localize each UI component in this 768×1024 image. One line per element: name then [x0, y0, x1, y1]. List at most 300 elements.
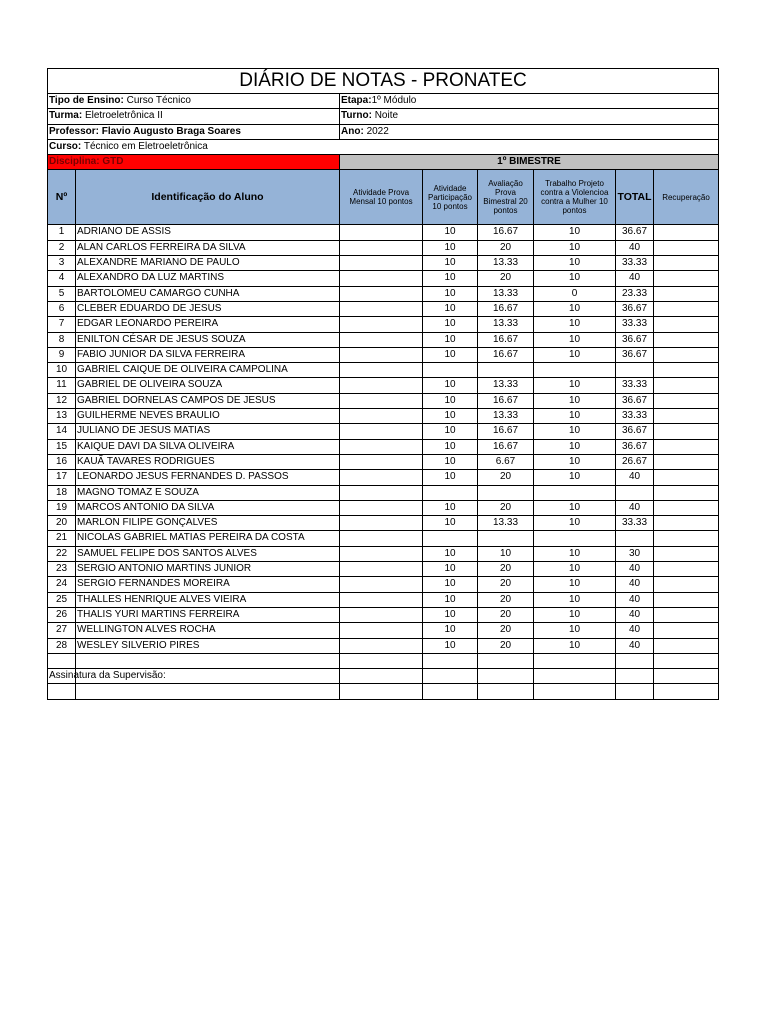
empty-cell — [478, 653, 534, 668]
total-value: 33.33 — [616, 516, 654, 531]
avaliacao-prova-value: 13.33 — [478, 286, 534, 301]
table-row — [48, 240, 719, 255]
student-name: GABRIEL CAIQUE DE OLIVEIRA CAMPOLINA — [76, 363, 340, 378]
table-row — [48, 485, 719, 500]
atividade-prova-value — [340, 439, 423, 454]
atividade-participacao-value: 10 — [423, 286, 478, 301]
curso-label: Curso: — [49, 140, 82, 152]
student-number: 20 — [48, 516, 76, 531]
trabalho-projeto-value — [534, 531, 616, 546]
student-name: MARLON FILIPE GONÇALVES — [76, 516, 340, 531]
atividade-participacao-value: 10 — [423, 271, 478, 286]
atividade-participacao-value — [423, 531, 478, 546]
atividade-prova-value — [340, 623, 423, 638]
atividade-prova-value — [340, 592, 423, 607]
recuperacao-value — [654, 256, 719, 271]
recuperacao-value — [654, 470, 719, 485]
recuperacao-value — [654, 623, 719, 638]
recuperacao-value — [654, 531, 719, 546]
turno-field — [340, 109, 719, 124]
student-name: ADRIANO DE ASSIS — [76, 225, 340, 240]
table-row — [48, 378, 719, 393]
student-name: MARCOS ANTONIO DA SILVA — [76, 500, 340, 515]
table-row — [48, 347, 719, 362]
atividade-prova-value — [340, 577, 423, 592]
table-row — [48, 577, 719, 592]
student-name: SAMUEL FELIPE DOS SANTOS ALVES — [76, 546, 340, 561]
trabalho-projeto-value: 10 — [534, 317, 616, 332]
atividade-participacao-value: 10 — [423, 393, 478, 408]
atividade-prova-value — [340, 638, 423, 653]
atividade-prova-value — [340, 271, 423, 286]
student-name: MAGNO TOMAZ E SOUZA — [76, 485, 340, 500]
trabalho-projeto-value: 10 — [534, 271, 616, 286]
avaliacao-prova-value: 20 — [478, 470, 534, 485]
table-row — [48, 317, 719, 332]
empty-cell — [423, 669, 478, 684]
trabalho-projeto-value: 10 — [534, 638, 616, 653]
total-value — [616, 363, 654, 378]
trabalho-projeto-value: 10 — [534, 500, 616, 515]
student-number: 8 — [48, 332, 76, 347]
atividade-participacao-value: 10 — [423, 638, 478, 653]
student-name: FABIO JUNIOR DA SILVA FERREIRA — [76, 347, 340, 362]
atividade-prova-value — [340, 516, 423, 531]
avaliacao-prova-value — [478, 531, 534, 546]
recuperacao-value — [654, 347, 719, 362]
student-number: 21 — [48, 531, 76, 546]
total-value — [616, 531, 654, 546]
student-name: EDGAR LEONARDO PEREIRA — [76, 317, 340, 332]
avaliacao-prova-value: 16.67 — [478, 225, 534, 240]
atividade-participacao-value: 10 — [423, 317, 478, 332]
signature-row — [48, 669, 719, 684]
avaliacao-prova-value: 13.33 — [478, 409, 534, 424]
professor-label: Professor: — [49, 125, 100, 137]
turma-value: Eletroeletrônica II — [84, 110, 163, 122]
table-row — [48, 286, 719, 301]
student-name: GUILHERME NEVES BRAULIO — [76, 409, 340, 424]
total-value: 36.67 — [616, 393, 654, 408]
avaliacao-prova-value: 20 — [478, 623, 534, 638]
total-value: 23.33 — [616, 286, 654, 301]
student-number: 7 — [48, 317, 76, 332]
student-number: 6 — [48, 301, 76, 316]
atividade-participacao-value: 10 — [423, 378, 478, 393]
student-name: JULIANO DE JESUS MATIAS — [76, 424, 340, 439]
recuperacao-value — [654, 424, 719, 439]
atividade-prova-value — [340, 393, 423, 408]
avaliacao-prova-value: 20 — [478, 638, 534, 653]
empty-cell — [534, 653, 616, 668]
table-row — [48, 546, 719, 561]
avaliacao-prova-value: 16.67 — [478, 439, 534, 454]
empty-cell — [654, 653, 719, 668]
empty-cell — [340, 669, 423, 684]
recuperacao-value — [654, 638, 719, 653]
atividade-prova-value — [340, 225, 423, 240]
student-number: 18 — [48, 485, 76, 500]
etapa-value: 1º Módulo — [371, 95, 417, 106]
trabalho-projeto-value — [534, 363, 616, 378]
avaliacao-prova-value: 16.67 — [478, 424, 534, 439]
total-value: 33.33 — [616, 256, 654, 271]
student-number: 5 — [48, 286, 76, 301]
empty-cell — [340, 684, 423, 699]
table-row — [48, 500, 719, 515]
trabalho-projeto-value: 10 — [534, 562, 616, 577]
total-value: 30 — [616, 546, 654, 561]
atividade-participacao-value — [423, 485, 478, 500]
student-number: 15 — [48, 439, 76, 454]
recuperacao-value — [654, 516, 719, 531]
avaliacao-prova-value: 13.33 — [478, 516, 534, 531]
avaliacao-prova-value: 6.67 — [478, 454, 534, 469]
atividade-prova-value — [340, 378, 423, 393]
trabalho-projeto-value: 10 — [534, 439, 616, 454]
atividade-participacao-value: 10 — [423, 409, 478, 424]
total-value: 33.33 — [616, 317, 654, 332]
signature-cell — [48, 669, 166, 684]
trabalho-projeto-value: 10 — [534, 256, 616, 271]
recuperacao-value — [654, 439, 719, 454]
avaliacao-prova-value: 20 — [478, 607, 534, 622]
atividade-participacao-value: 10 — [423, 470, 478, 485]
student-number: 22 — [48, 546, 76, 561]
atividade-prova-value — [340, 240, 423, 255]
empty-cell — [48, 684, 76, 699]
atividade-prova-value — [340, 424, 423, 439]
tipo-ensino-field — [48, 94, 340, 109]
atividade-participacao-value: 10 — [423, 301, 478, 316]
recuperacao-value — [654, 363, 719, 378]
student-name: WESLEY SILVERIO PIRES — [76, 638, 340, 653]
blank-row — [48, 684, 719, 699]
trabalho-projeto-value: 10 — [534, 546, 616, 561]
atividade-prova-value — [340, 317, 423, 332]
trabalho-projeto-value: 10 — [534, 332, 616, 347]
student-name: GABRIEL DE OLIVEIRA SOUZA — [76, 378, 340, 393]
avaliacao-prova-value: 20 — [478, 577, 534, 592]
turma-label: Turma: — [49, 110, 83, 122]
recuperacao-value — [654, 332, 719, 347]
recuperacao-value — [654, 225, 719, 240]
student-number: 11 — [48, 378, 76, 393]
student-name: NICOLAS GABRIEL MATIAS PEREIRA DA COSTA — [76, 531, 340, 546]
table-row — [48, 592, 719, 607]
empty-cell — [48, 653, 76, 668]
total-value — [616, 485, 654, 500]
trabalho-projeto-value: 10 — [534, 454, 616, 469]
student-number: 9 — [48, 347, 76, 362]
atividade-participacao-value: 10 — [423, 225, 478, 240]
student-name: SERGIO ANTONIO MARTINS JUNIOR — [76, 562, 340, 577]
atividade-prova-value — [340, 607, 423, 622]
atividade-prova-value — [340, 562, 423, 577]
student-number: 19 — [48, 500, 76, 515]
student-name: KAUÃ TAVARES RODRIGUES — [76, 454, 340, 469]
empty-cell — [534, 669, 616, 684]
professor-field — [48, 124, 340, 139]
avaliacao-prova-value: 16.67 — [478, 347, 534, 362]
total-value: 33.33 — [616, 378, 654, 393]
recuperacao-value — [654, 301, 719, 316]
empty-cell — [76, 684, 340, 699]
header-student: Identificação do Aluno — [76, 170, 340, 225]
total-value: 40 — [616, 592, 654, 607]
recuperacao-value — [654, 607, 719, 622]
trabalho-projeto-value: 10 — [534, 516, 616, 531]
student-number: 23 — [48, 562, 76, 577]
total-value: 40 — [616, 470, 654, 485]
atividade-participacao-value: 10 — [423, 454, 478, 469]
atividade-participacao-value: 10 — [423, 607, 478, 622]
recuperacao-value — [654, 378, 719, 393]
student-name: ALEXANDRO DA LUZ MARTINS — [76, 271, 340, 286]
recuperacao-value — [654, 577, 719, 592]
table-row — [48, 256, 719, 271]
atividade-participacao-value: 10 — [423, 256, 478, 271]
student-number: 14 — [48, 424, 76, 439]
tipo-ensino-value: Curso Técnico — [126, 95, 191, 106]
atividade-participacao-value — [423, 363, 478, 378]
turno-label: Turno: — [341, 110, 372, 122]
trabalho-projeto-value: 10 — [534, 470, 616, 485]
student-name: ALEXANDRE MARIANO DE PAULO — [76, 256, 340, 271]
total-value: 40 — [616, 500, 654, 515]
grade-sheet — [47, 68, 719, 700]
atividade-prova-value — [340, 363, 423, 378]
avaliacao-prova-value: 20 — [478, 592, 534, 607]
total-value: 40 — [616, 240, 654, 255]
atividade-participacao-value: 10 — [423, 424, 478, 439]
header-atividade-participacao: Atividade Participação 10 pontos — [423, 170, 478, 225]
atividade-participacao-value: 10 — [423, 240, 478, 255]
header-trabalho-projeto: Trabalho Projeto contra a Violencioa contra a Mulher 10 pontos — [534, 170, 616, 225]
total-value: 40 — [616, 638, 654, 653]
header-avaliacao-prova: Avaliação Prova Bimestral 20 pontos — [478, 170, 534, 225]
student-number: 2 — [48, 240, 76, 255]
empty-cell — [478, 684, 534, 699]
empty-cell — [616, 684, 654, 699]
signature-label: Assinatura da Supervisão: — [49, 670, 166, 682]
atividade-prova-value — [340, 256, 423, 271]
atividade-participacao-value: 10 — [423, 562, 478, 577]
atividade-prova-value — [340, 332, 423, 347]
etapa-label: Etapa: — [341, 95, 372, 106]
trabalho-projeto-value: 10 — [534, 378, 616, 393]
disciplina-cell: Disciplina: GTD — [48, 155, 340, 170]
student-number: 17 — [48, 470, 76, 485]
empty-cell — [534, 684, 616, 699]
total-value: 26.67 — [616, 454, 654, 469]
empty-cell — [616, 669, 654, 684]
atividade-prova-value — [340, 409, 423, 424]
tipo-ensino-label: Tipo de Ensino: — [49, 95, 124, 106]
student-number: 28 — [48, 638, 76, 653]
trabalho-projeto-value: 10 — [534, 409, 616, 424]
trabalho-projeto-value: 10 — [534, 424, 616, 439]
recuperacao-value — [654, 240, 719, 255]
atividade-participacao-value: 10 — [423, 500, 478, 515]
atividade-prova-value — [340, 500, 423, 515]
atividade-participacao-value: 10 — [423, 577, 478, 592]
empty-cell — [423, 684, 478, 699]
atividade-participacao-value: 10 — [423, 516, 478, 531]
student-number: 13 — [48, 409, 76, 424]
table-row — [48, 301, 719, 316]
student-number: 3 — [48, 256, 76, 271]
total-value: 33.33 — [616, 409, 654, 424]
header-atividade-prova: Atividade Prova Mensal 10 pontos — [340, 170, 423, 225]
recuperacao-value — [654, 454, 719, 469]
table-row — [48, 531, 719, 546]
header-total: TOTAL — [616, 170, 654, 225]
blank-row — [48, 653, 719, 668]
atividade-participacao-value: 10 — [423, 347, 478, 362]
student-name: THALLES HENRIQUE ALVES VIEIRA — [76, 592, 340, 607]
student-number: 16 — [48, 454, 76, 469]
empty-cell — [654, 669, 719, 684]
atividade-participacao-value: 10 — [423, 592, 478, 607]
table-row — [48, 439, 719, 454]
student-name: BARTOLOMEU CAMARGO CUNHA — [76, 286, 340, 301]
student-name: KAIQUE DAVI DA SILVA OLIVEIRA — [76, 439, 340, 454]
total-value: 36.67 — [616, 439, 654, 454]
total-value: 40 — [616, 577, 654, 592]
turma-field — [48, 109, 340, 124]
trabalho-projeto-value: 0 — [534, 286, 616, 301]
recuperacao-value — [654, 286, 719, 301]
trabalho-projeto-value: 10 — [534, 607, 616, 622]
student-number: 4 — [48, 271, 76, 286]
curso-field — [48, 139, 719, 154]
student-name: ALAN CARLOS FERREIRA DA SILVA — [76, 240, 340, 255]
recuperacao-value — [654, 562, 719, 577]
professor-value: Flavio Augusto Braga Soares — [101, 125, 241, 137]
atividade-participacao-value: 10 — [423, 546, 478, 561]
student-number: 1 — [48, 225, 76, 240]
table-row — [48, 225, 719, 240]
table-row — [48, 363, 719, 378]
avaliacao-prova-value: 20 — [478, 500, 534, 515]
student-number: 25 — [48, 592, 76, 607]
trabalho-projeto-value: 10 — [534, 240, 616, 255]
ano-field — [340, 124, 719, 139]
table-row — [48, 271, 719, 286]
table-row — [48, 454, 719, 469]
trabalho-projeto-value: 10 — [534, 592, 616, 607]
avaliacao-prova-value: 13.33 — [478, 378, 534, 393]
total-value: 36.67 — [616, 225, 654, 240]
total-value: 40 — [616, 562, 654, 577]
trabalho-projeto-value: 10 — [534, 393, 616, 408]
empty-cell — [423, 653, 478, 668]
total-value: 36.67 — [616, 332, 654, 347]
atividade-prova-value — [340, 485, 423, 500]
trabalho-projeto-value: 10 — [534, 623, 616, 638]
student-number: 26 — [48, 607, 76, 622]
avaliacao-prova-value: 16.67 — [478, 393, 534, 408]
recuperacao-value — [654, 546, 719, 561]
student-name: GABRIEL DORNELAS CAMPOS DE JESUS — [76, 393, 340, 408]
student-name: LEONARDO JESUS FERNANDES D. PASSOS — [76, 470, 340, 485]
table-row — [48, 332, 719, 347]
recuperacao-value — [654, 592, 719, 607]
student-name: ENILTON CÉSAR DE JESUS SOUZA — [76, 332, 340, 347]
student-name: SERGIO FERNANDES MOREIRA — [76, 577, 340, 592]
student-number: 10 — [48, 363, 76, 378]
total-value: 40 — [616, 271, 654, 286]
atividade-participacao-value: 10 — [423, 439, 478, 454]
trabalho-projeto-value: 10 — [534, 301, 616, 316]
atividade-prova-value — [340, 301, 423, 316]
header-recuperacao: Recuperação — [654, 170, 719, 225]
total-value: 36.67 — [616, 424, 654, 439]
recuperacao-value — [654, 393, 719, 408]
table-row — [48, 607, 719, 622]
table-row — [48, 470, 719, 485]
total-value: 36.67 — [616, 301, 654, 316]
empty-cell — [76, 653, 340, 668]
document-title: DIÁRIO DE NOTAS - PRONATEC — [48, 69, 719, 94]
student-number: 24 — [48, 577, 76, 592]
total-value: 40 — [616, 607, 654, 622]
atividade-prova-value — [340, 546, 423, 561]
avaliacao-prova-value: 20 — [478, 240, 534, 255]
student-number: 27 — [48, 623, 76, 638]
empty-cell — [340, 653, 423, 668]
trabalho-projeto-value: 10 — [534, 225, 616, 240]
avaliacao-prova-value: 16.67 — [478, 332, 534, 347]
student-number: 12 — [48, 393, 76, 408]
recuperacao-value — [654, 409, 719, 424]
table-row — [48, 409, 719, 424]
recuperacao-value — [654, 271, 719, 286]
total-value: 40 — [616, 623, 654, 638]
etapa-field — [340, 94, 719, 109]
table-row — [48, 393, 719, 408]
avaliacao-prova-value: 13.33 — [478, 256, 534, 271]
total-value: 36.67 — [616, 347, 654, 362]
avaliacao-prova-value: 20 — [478, 271, 534, 286]
student-name: CLEBER EDUARDO DE JESUS — [76, 301, 340, 316]
atividade-prova-value — [340, 286, 423, 301]
atividade-prova-value — [340, 347, 423, 362]
empty-cell — [616, 653, 654, 668]
avaliacao-prova-value: 13.33 — [478, 317, 534, 332]
table-row — [48, 638, 719, 653]
table-row — [48, 516, 719, 531]
empty-cell — [478, 669, 534, 684]
header-number: Nº — [48, 170, 76, 225]
recuperacao-value — [654, 485, 719, 500]
atividade-prova-value — [340, 531, 423, 546]
empty-cell — [654, 684, 719, 699]
avaliacao-prova-value — [478, 485, 534, 500]
avaliacao-prova-value: 16.67 — [478, 301, 534, 316]
turno-value: Noite — [374, 110, 399, 122]
recuperacao-value — [654, 500, 719, 515]
atividade-participacao-value: 10 — [423, 332, 478, 347]
trabalho-projeto-value — [534, 485, 616, 500]
trabalho-projeto-value: 10 — [534, 577, 616, 592]
ano-value: 2022 — [366, 125, 389, 137]
curso-value: Técnico em Eletroeletrônica — [83, 140, 208, 152]
atividade-prova-value — [340, 470, 423, 485]
table-row — [48, 424, 719, 439]
trabalho-projeto-value: 10 — [534, 347, 616, 362]
